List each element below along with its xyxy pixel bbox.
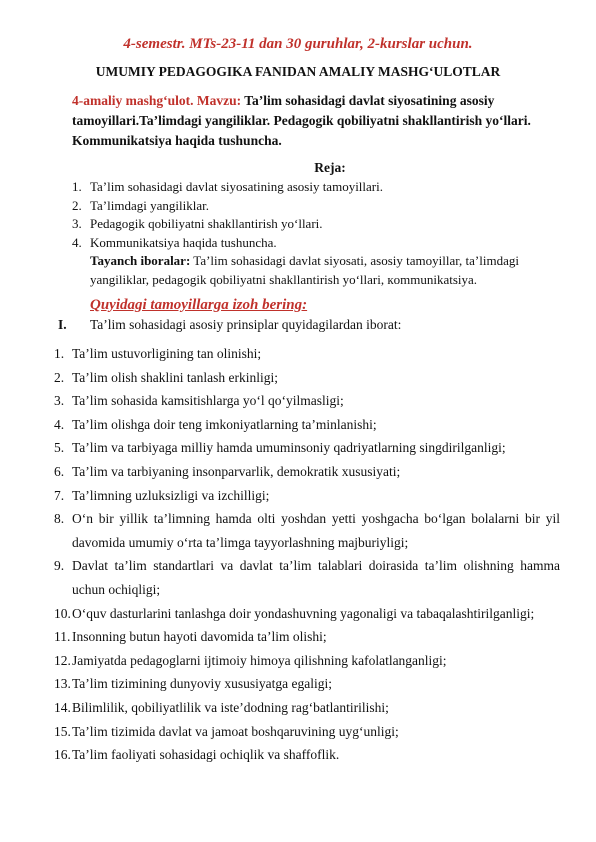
- list-item-number: 15.: [54, 723, 71, 739]
- plan-item-number: 1.: [72, 179, 82, 194]
- list-item-text: Ta’lim olishga doir teng imkoniyatlarning ta’minlanishi;: [72, 416, 377, 432]
- list-item-text: O‘quv dasturlarini tanlashga doir yondashuvning yagonaligi va tabaqalashtirilganligi;: [72, 605, 535, 621]
- list-item-text: Ta’lim tizimining dunyoviy xususiyatga egaligi;: [72, 676, 333, 692]
- list-item-number: 9.: [54, 558, 65, 574]
- plan-item: [72, 178, 552, 197]
- list-item: [54, 554, 560, 601]
- list-item-number: 10.: [54, 605, 71, 621]
- plan-title: Reja:: [314, 160, 346, 175]
- list-item-text: O‘n bir yillik ta’limning hamda olti yoshdan yetti yoshgacha bo‘lgan bolalarni bir yil davomida umumiy o‘rta ta’limga tayyorlashning majburiyligi;: [72, 511, 560, 550]
- list-item-text: Insonning butun hayoti davomida ta’lim olishi;: [72, 629, 327, 645]
- list-item-number: 6.: [54, 463, 65, 479]
- plan-item-text: Pedagogik qobiliyatni shakllantirish yo‘llari.: [90, 216, 323, 231]
- section-intro-text: Ta’lim sohasidagi asosiy prinsiplar quyidagilardan iborat:: [90, 317, 402, 332]
- list-item-number: 4.: [54, 416, 65, 432]
- plan-item: [72, 234, 552, 253]
- principles-list: [54, 342, 560, 767]
- list-item: [54, 460, 560, 484]
- list-item: [54, 602, 560, 626]
- task-heading: Quyidagi tamoyillarga izoh bering:: [90, 297, 308, 313]
- plan-list: [72, 178, 552, 252]
- list-item-text: Ta’lim sohasida kamsitishlarga yo‘l qo‘yilmasligi;: [72, 393, 344, 409]
- topic-label: 4-amaliy mashg‘ulot. Mavzu:: [72, 93, 242, 108]
- list-item-text: Ta’lim faoliyati sohasidagi ochiqlik va shaffoflik.: [72, 747, 340, 763]
- list-item-text: Davlat ta’lim standartlari va davlat ta’lim talablari doirasida ta’lim olishning hamma uchun ochiqligi;: [72, 558, 560, 597]
- list-item: [54, 484, 560, 508]
- topic-block: [72, 91, 542, 151]
- plan-item: [72, 215, 552, 234]
- list-item: [54, 743, 560, 767]
- list-item-text: Ta’limning uzluksizligi va izchilligi;: [72, 487, 270, 503]
- plan-item-number: 4.: [72, 234, 82, 250]
- list-item-text: Ta’lim va tarbiyaga milliy hamda umuminsoniy qadriyatlarning singdirilganligi;: [72, 440, 506, 456]
- list-item: [54, 366, 560, 390]
- list-item-number: 16.: [54, 747, 71, 763]
- topic-text: Ta’lim sohasidagi davlat siyosatining asosiy tamoyillari.Ta’limdagi yangiliklar. Pedagogik qobiliyatni shakllantirish yo‘llari. Kommunikatsiya haqida tushuncha.: [72, 93, 531, 148]
- list-item-number: 7.: [54, 487, 65, 503]
- list-item-number: 12.: [54, 652, 71, 668]
- plan-item-number: 3.: [72, 216, 82, 231]
- list-item-number: 5.: [54, 440, 65, 456]
- list-item: [54, 720, 560, 744]
- list-item: [54, 507, 560, 554]
- list-item: [54, 672, 560, 696]
- list-item: [54, 342, 560, 366]
- list-item-number: 8.: [54, 511, 65, 527]
- keywords-label: Tayanch iboralar:: [90, 253, 191, 268]
- plan-item-text: Kommunikatsiya haqida tushuncha.: [90, 234, 277, 250]
- list-item-text: Jamiyatda pedagoglarni ijtimoiy himoya qilishning kafolatlanganligi;: [72, 652, 447, 668]
- plan-item-text: Ta’lim sohasidagi davlat siyosatining asosiy tamoyillari.: [90, 179, 383, 194]
- list-item: [54, 625, 560, 649]
- plan-item-text: Ta’limdagi yangiliklar.: [90, 197, 209, 213]
- subject-heading: UMUMIY PEDAGOGIKA FANIDAN AMALIY MASHG‘ULOTLAR: [95, 64, 501, 79]
- list-item-text: Bilimlilik, qobiliyatlilik va iste’dodning rag‘batlantirilishi;: [72, 699, 389, 715]
- list-item-number: 14.: [54, 699, 71, 715]
- list-item-number: 1.: [54, 346, 65, 361]
- plan-item-number: 2.: [72, 197, 82, 213]
- list-item-number: 11.: [54, 629, 71, 645]
- list-item-text: Ta’lim va tarbiyaning insonparvarlik, demokratik xususiyati;: [72, 463, 401, 479]
- keywords-block: [90, 252, 560, 289]
- list-item: [54, 436, 560, 460]
- list-item-text: Ta’lim olish shaklini tanlash erkinligi;: [72, 369, 279, 385]
- list-item-text: Ta’lim ustuvorligining tan olinishi;: [72, 346, 262, 361]
- list-item: [54, 413, 560, 437]
- section-roman-number: I.: [58, 317, 67, 332]
- list-item: [54, 649, 560, 673]
- plan-item: [72, 197, 552, 216]
- document-title: 4-semestr. MTs-23-11 dan 30 guruhlar, 2-kurslar uchun.: [123, 36, 473, 52]
- keywords-text: Ta’lim sohasidagi davlat siyosati, asosiy tamoyillar, ta’limdagi yangiliklar, pedagogik qobiliyatni shakllantirish yo‘llari, кommunikatsiya.: [90, 253, 519, 287]
- list-item-number: 3.: [54, 393, 65, 409]
- list-item-text: Ta’lim tizimida davlat va jamoat boshqaruvining uyg‘unligi;: [72, 723, 399, 739]
- list-item-number: 13.: [54, 676, 71, 692]
- list-item: [54, 389, 560, 413]
- list-item: [54, 696, 560, 720]
- list-item-number: 2.: [54, 369, 65, 385]
